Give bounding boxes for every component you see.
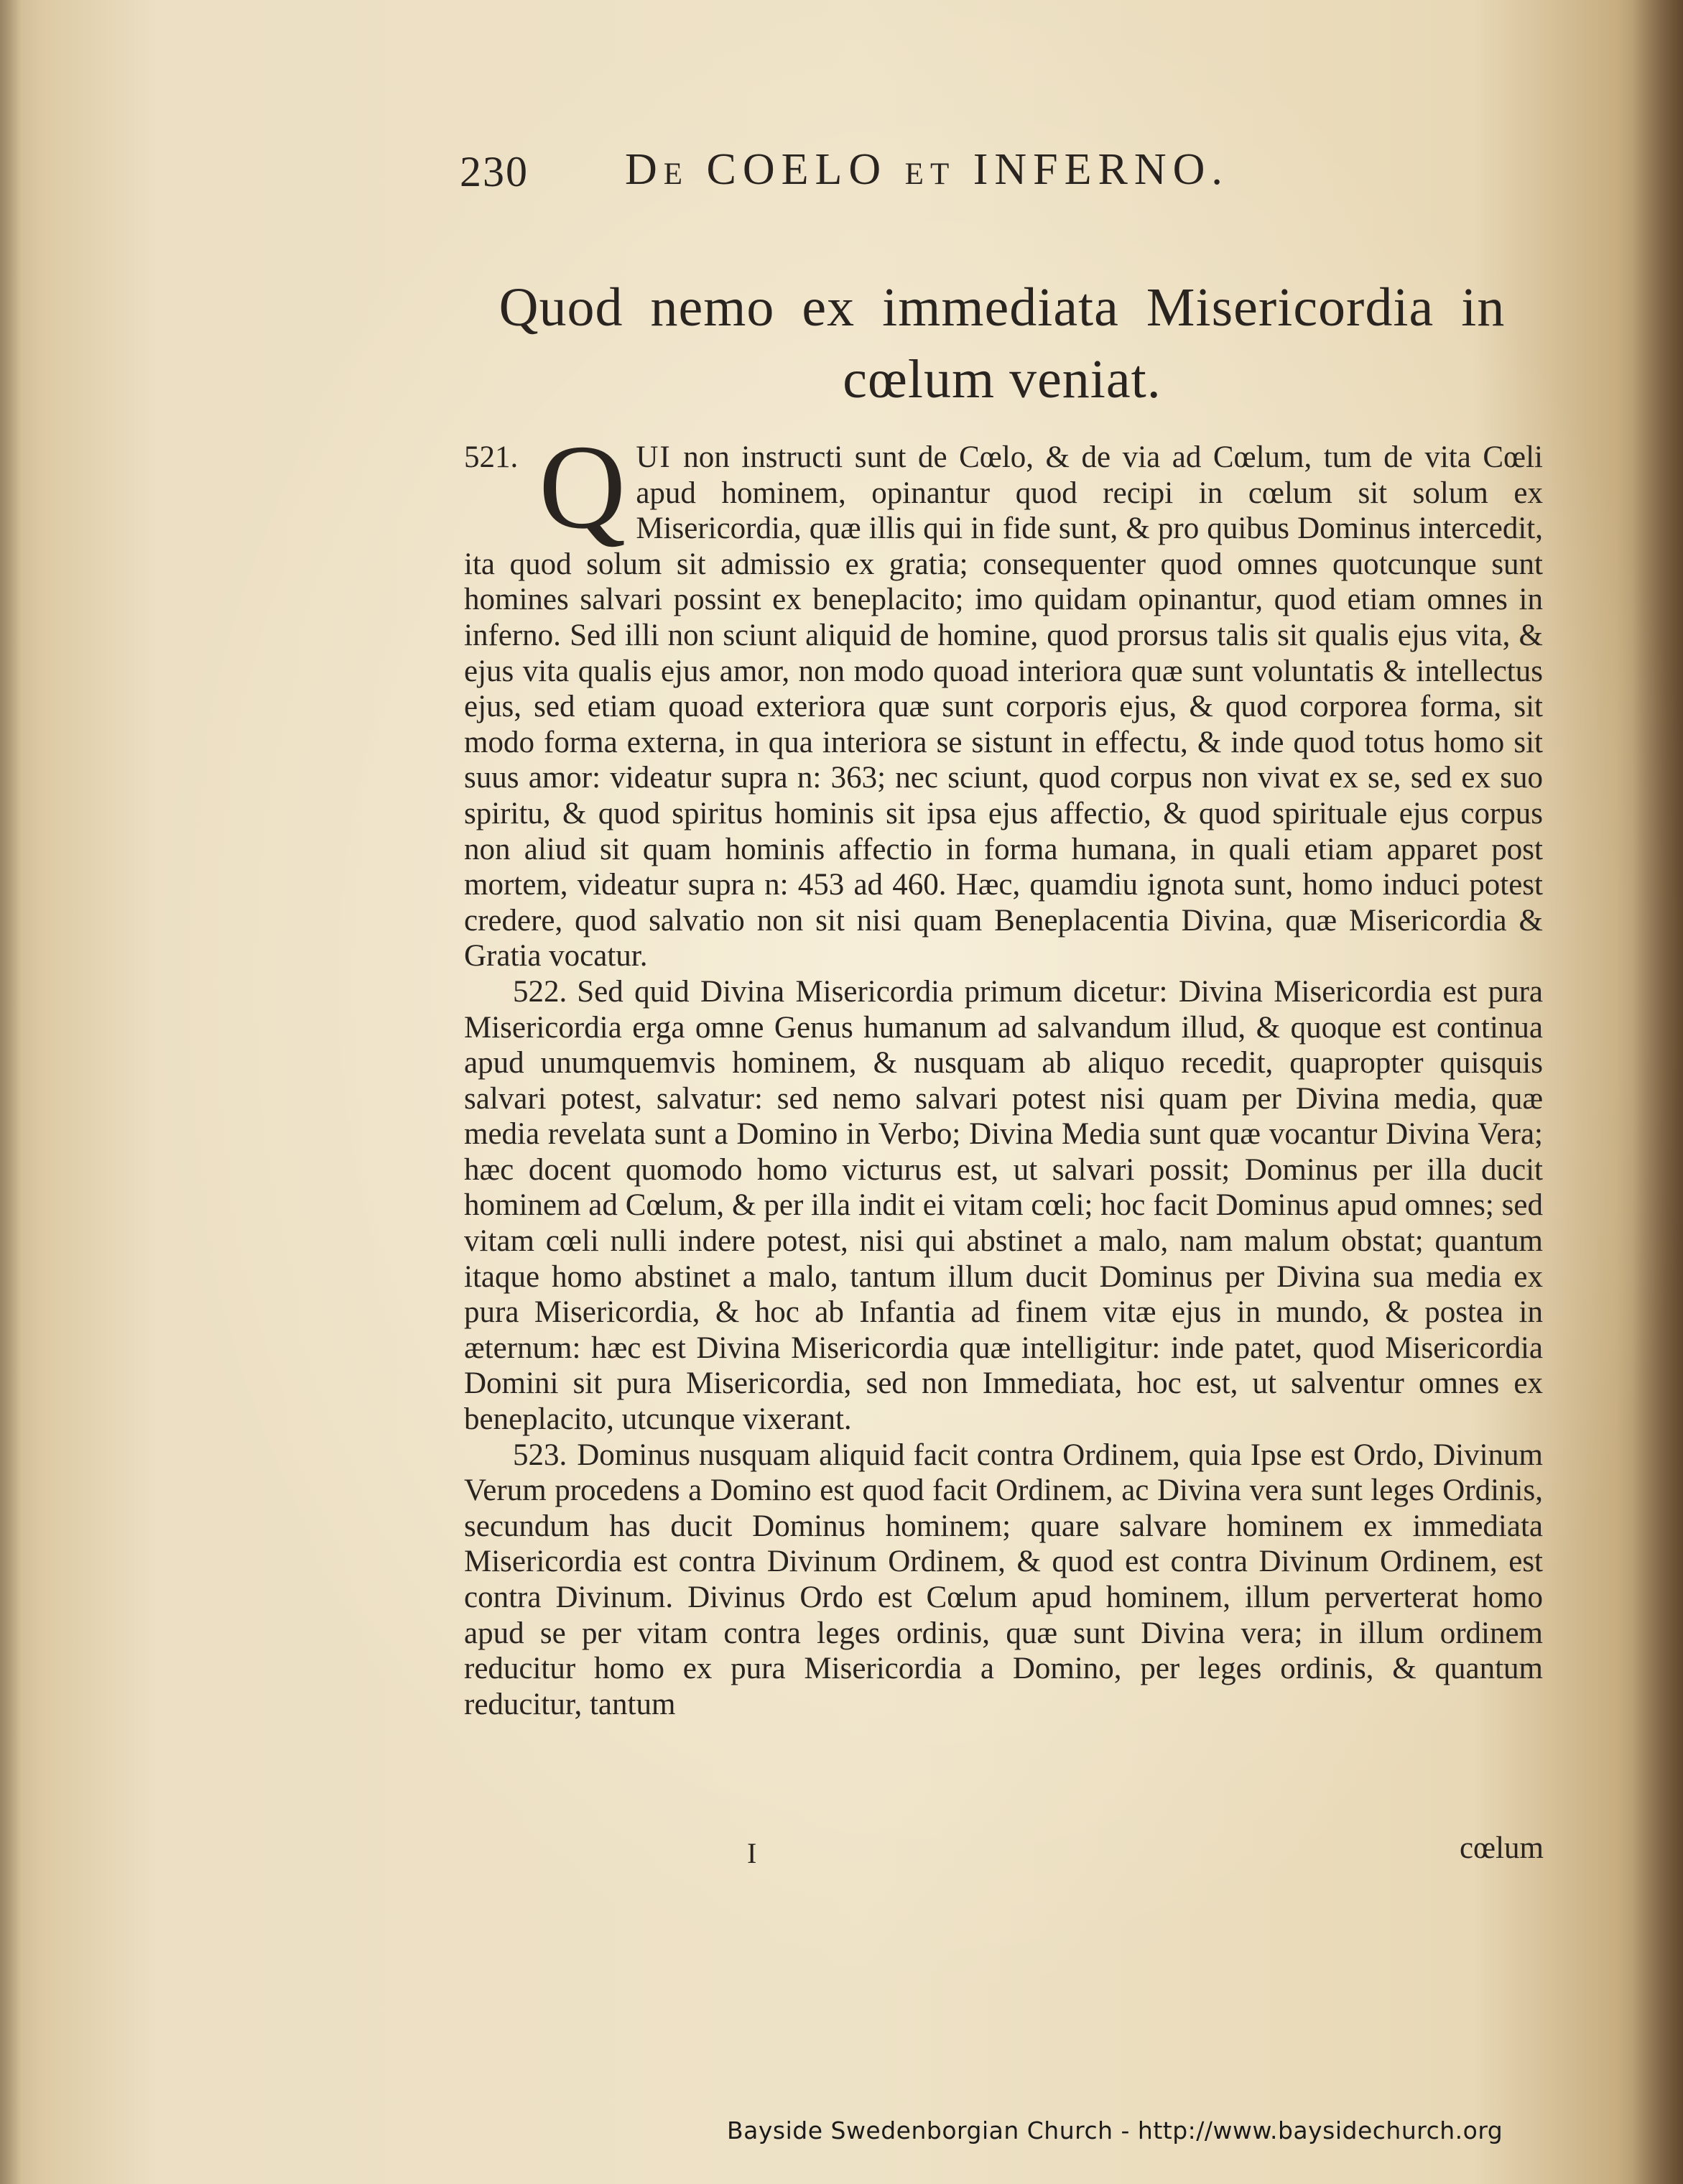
paragraph-text: Sed quid Divina Misericordia primum dicetur: Divina Misericordia est pura Misericordia erga omne Genus humanum ad salvandum illud, & quoque est continua apud unumquemvis hominem, & nusquam ab aliquo recedit, quapropter quisquis salvari potest, salvatur: sed nemo salvari potest nisi quam per Divina media, quæ media revelata sunt a Domino in Verbo; Divina Media sunt quæ vocantur Divina Vera; hæc docent quomodo homo victurus est, ut salvari possit; Dominus per illa ducit hominem ad Cœlum, & per illa indit ei vitam cœli; hoc facit Dominus apud omnes; sed vitam cœli nulli indere potest, nisi qui abstinet a malo, nam malum obstat; quantum itaque homo abstinet a malo, tantum illum ducit Dominus per Divina sua media ex pura Misericordia, & hoc ab Infantia ad finem vitæ ejus in mundo, & postea in æternum: hæc est Divina Misericordia quæ intelligitur: inde patet, quod Misericordia Domini sit pura Misericordia, sed non Immediata, hoc est, ut salventur omnes ex beneplacito, utcunque vixerant. [464, 974, 1543, 1437]
catchword: cœlum [1459, 1831, 1544, 1865]
body-text [464, 420, 1543, 1722]
section-title-line-2: cœlum veniat. [843, 349, 1162, 410]
lead-caps: UI [636, 440, 672, 474]
paragraph-text: non instructi sunt de Cœlo, & de via ad Cœlum, tum de vita Cœli apud hominem, opinantur quod recipi in cœlum sit solum ex Misericordia, quæ illis qui in fide sunt, & pro quibus Dominus intercedit, ita quod solum sit admissio ex gratia; consequenter quod omnes quotcunque sunt homines salvari possint ex beneplacito; imo quidam opinantur, quod etiam omnes in inferno. Sed illi non sciunt aliquid de homine, quod prorsus talis sit qualis ejus vita, & ejus vita qualis ejus amor, non modo quoad interiora quæ sunt voluntatis & intellectus ejus, sed etiam quoad exteriora quæ sunt corporis ejus, & quod corporea forma, sit modo forma externa, in qua interiora se sistunt in effectu, & inde quod totus homo sit suus amor: videatur supra n: 363; nec sciunt, quod corpus non vivat ex se, sed ex suo spiritu, & quod spiritus hominis sit ipsa ejus affectio, & quod spirituale ejus corpus non aliud sit quam hominis affectio in forma humana, in quali etiam apparet post mortem, videatur supra n: 453 ad 460. Hæc, quamdiu ignota sunt, homo induci potest credere, quod salvatio non sit nisi quam Beneplacentia Divina, quæ Misericordia & Gratia vocatur. [464, 440, 1543, 973]
page-header [460, 147, 1552, 205]
paragraph-number: 521. [464, 440, 519, 474]
paragraph-521 [464, 420, 1543, 974]
drop-cap: Q [539, 420, 626, 554]
paragraph-523 [464, 1438, 1543, 1723]
section-title-line-1: Quod nemo ex immediata Misericordia in [499, 277, 1506, 338]
spine-shadow [0, 0, 22, 2184]
running-head: De COELO et INFERNO. [625, 145, 1229, 194]
paragraph-522 [464, 974, 1543, 1438]
page-number: 230 [460, 148, 529, 195]
paragraph-number: 523. [513, 1438, 567, 1472]
paragraph-number: 522. [513, 974, 567, 1009]
watermark-credit: Bayside Swedenborgian Church - http://www.baysidechurch.org [727, 2116, 1503, 2144]
section-title [460, 272, 1544, 415]
signature-mark: I [747, 1837, 757, 1869]
page-edge-shadow [1633, 0, 1683, 2184]
paragraph-text: Dominus nusquam aliquid facit contra Ordinem, quia Ipse est Ordo, Divinum Verum procedens a Domino est quod facit Ordinem, ac Divina vera sunt leges Ordinis, secundum has ducit Dominus hominem; quare salvare hominem ex immediata Misericordia est contra Divinum Ordinem, & quod est contra Divinum Ordinem, est contra Divinum. Divinus Ordo est Cœlum apud hominem, illum perverterat homo apud se per vitam contra leges ordinis, quæ sunt Divina vera; in illum ordinem reducitur homo ex pura Misericordia a Domino, per leges ordinis, & quantum reducitur, tantum [464, 1438, 1543, 1721]
